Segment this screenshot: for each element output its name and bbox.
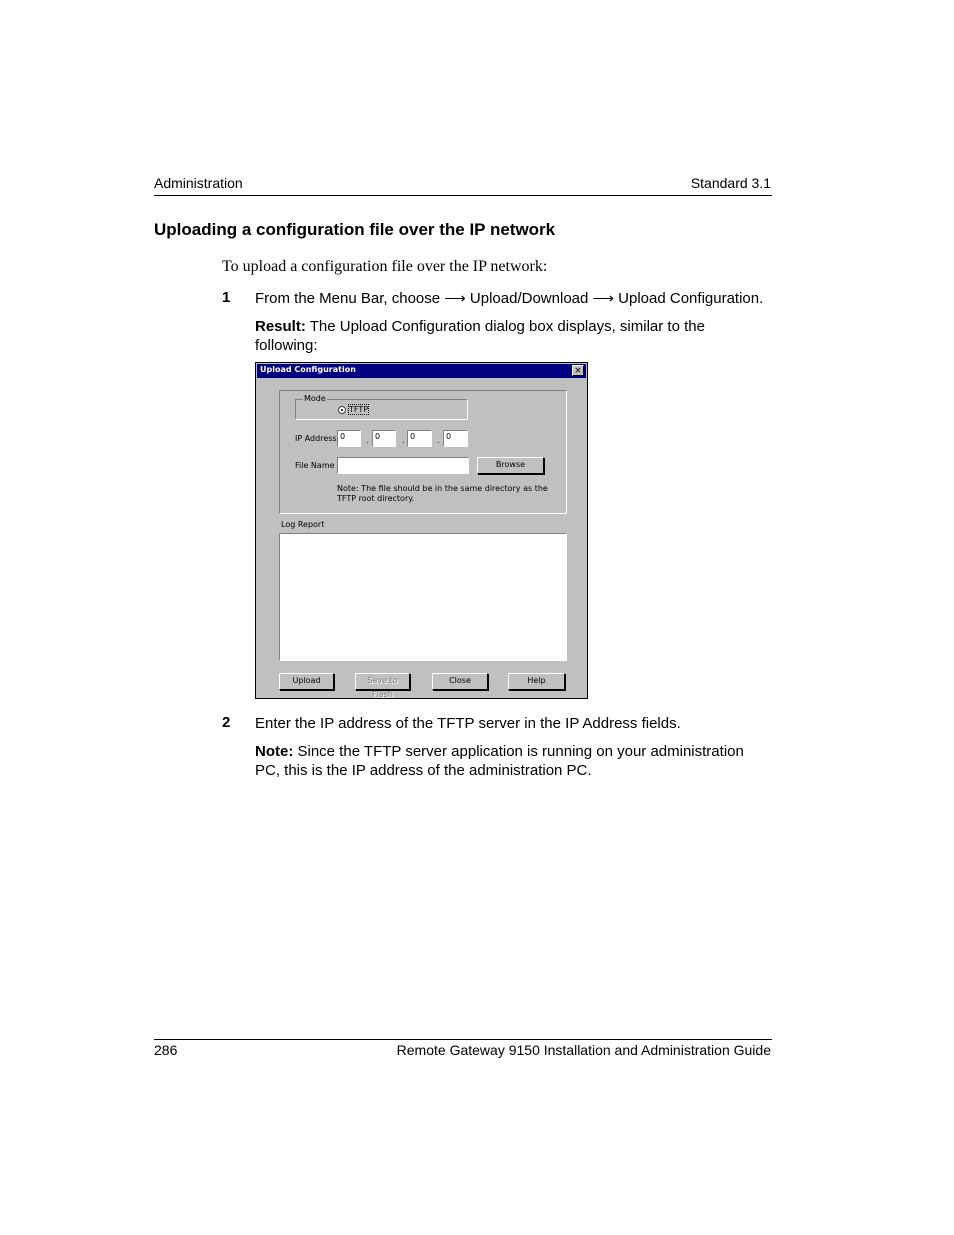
close-icon[interactable]: × [572,365,584,376]
mode-label: Mode [304,394,326,403]
dialog-title: Upload Configuration [260,365,356,374]
ip-octet-3-field[interactable]: 0 [407,430,432,447]
footer-rule [154,1039,772,1040]
upload-button[interactable]: Upload [279,673,334,690]
help-button[interactable]: Help [508,673,565,690]
log-report-label: Log Report [281,520,325,529]
note-label: Note: [255,743,294,760]
running-header-section: Administration [154,175,243,191]
browse-button[interactable]: Browse [477,457,544,474]
close-button[interactable]: Close [432,673,488,690]
note-paragraph [255,742,770,780]
file-name-label: File Name [295,461,335,470]
step-2-number: 2 [222,714,231,731]
dialog-titlebar [257,364,586,378]
footer-doc-title: Remote Gateway 9150 Installation and Administration Guide [396,1042,771,1058]
tftp-radio[interactable] [338,406,346,414]
dialog-note: Note: The file should be in the same directory as the TFTP root directory. [337,484,548,503]
section-title: Uploading a configuration file over the IP network [154,220,556,239]
file-name-field[interactable] [337,457,469,474]
upload-configuration-dialog [255,362,588,699]
step-1-number: 1 [222,289,231,306]
result-paragraph [255,317,745,355]
ip-octet-4-field[interactable]: 0 [443,430,468,447]
result-text: The Upload Configuration dialog box displays, similar to the following: [255,318,705,354]
ip-address-label: IP Address [295,434,337,443]
ip-dot-2: . [402,436,405,445]
note-text: Since the TFTP server application is running on your administration PC, this is the IP address of the administration PC. [255,743,744,779]
tftp-option-label: TFTP [349,405,369,414]
ip-octet-2-field[interactable]: 0 [372,430,396,447]
log-report-area[interactable] [279,533,567,661]
running-header-version: Standard 3.1 [690,175,771,191]
ip-dot-3: . [437,436,440,445]
step-1-text: From the Menu Bar, choose ⟶ Upload/Download ⟶ Upload Configuration. [255,290,764,307]
page-number: 286 [154,1042,178,1058]
ip-dot-1: . [366,436,369,445]
result-label: Result: [255,318,306,335]
step-2-text: Enter the IP address of the TFTP server in the IP Address fields. [255,715,681,732]
save-to-flash-button[interactable]: Save to Flash [355,673,410,690]
ip-octet-1-field[interactable]: 0 [337,430,361,447]
intro-text: To upload a configuration file over the IP network: [222,258,548,275]
header-rule [154,195,772,196]
